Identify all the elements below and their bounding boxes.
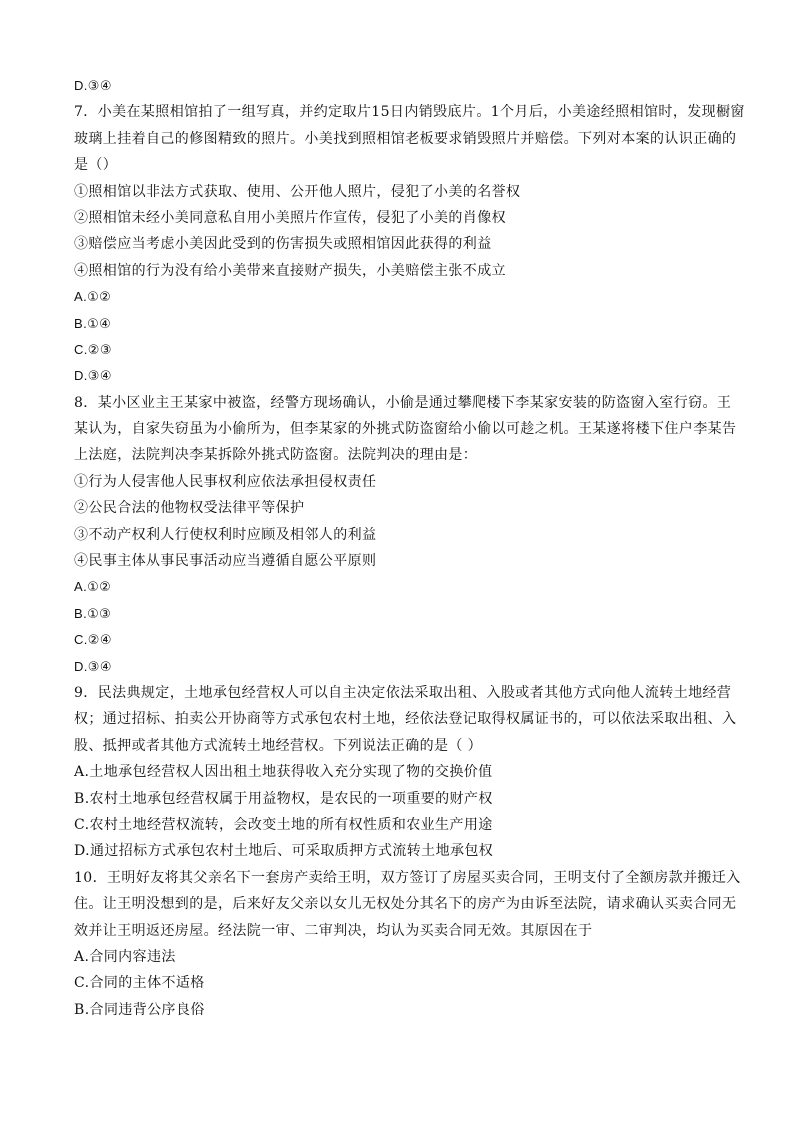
document-page — [74, 76, 745, 1026]
q7-statement-3: ③赔偿应当考虑小美因此受到的伤害损失或照相馆因此获得的利益 — [74, 236, 492, 253]
q8-stem-line-2: 某认为，自家失窃虽为小偷所为，但李某家的外挑式防盗窗给小偷以可趁之机。王某遂将楼下住户李某告 — [74, 421, 737, 438]
q8-option-a: A.①② — [74, 579, 112, 595]
q7-stem-line-2: 玻璃上挂着自己的修图精致的照片。小美找到照相馆老板要求销毁照片并赔偿。下列对本案的认识正确的 — [74, 130, 737, 147]
q8-statement-1: ①行为人侵害他人民事权利应依法承担侵权责任 — [74, 473, 377, 490]
q8-option-d: D.③④ — [74, 658, 112, 674]
q7-statement-4: ④照相馆的行为没有给小美带来直接财产损失，小美赔偿主张不成立 — [74, 262, 506, 279]
q7-option-b: B.①④ — [74, 315, 112, 331]
q10-option-a: A.合同内容违法 — [74, 948, 176, 965]
q10-option-b: B.合同违背公序良俗 — [74, 1001, 205, 1018]
q10-stem-line-1: 10．王明好友将其父亲名下一套房产卖给王明，双方签订了房屋买卖合同，王明支付了全额房款并搬迁入 — [74, 869, 741, 886]
q10-stem-line-3: 效并让王明返还房屋。经法院一审、二审判决，均认为买卖合同无效。其原因在于 — [74, 922, 593, 939]
q9-option-d: D.通过招标方式承包农村土地后、可采取质押方式流转土地承包权 — [74, 843, 494, 860]
q7-statement-2: ②照相馆未经小美同意私自用小美照片作宣传，侵犯了小美的肖像权 — [74, 209, 506, 226]
q7-option-a: A.①② — [74, 289, 112, 305]
q7-option-d: D.③④ — [74, 368, 112, 384]
q6-option-d: D.③④ — [74, 78, 112, 93]
q10-option-c: C.合同的主体不适格 — [74, 975, 205, 992]
q7-stem-line-1: 7．小美在某照相馆拍了一组写真，并约定取片15日内销毁底片。1个月后，小美途经照相馆时，发现橱窗 — [74, 104, 745, 121]
q9-option-a: A.土地承包经营权人因出租土地获得收入充分实现了物的交换价值 — [74, 764, 493, 781]
q9-stem-line-3: 股、抵押或者其他方式流转土地经营权。下列说法正确的是（ ） — [74, 737, 483, 754]
q7-option-c: C.②③ — [74, 341, 112, 357]
q8-statement-4: ④民事主体从事民事活动应当遵循自愿公平原则 — [74, 553, 377, 570]
q7-statement-1: ①照相馆以非法方式获取、使用、公开他人照片，侵犯了小美的名誉权 — [74, 183, 521, 200]
q8-option-b: B.①③ — [74, 605, 112, 621]
q8-statement-2: ②公民合法的他物权受法律平等保护 — [74, 500, 305, 517]
q8-statement-3: ③不动产权利人行使权利时应顾及相邻人的利益 — [74, 526, 377, 543]
q9-option-c: C.农村土地经营权流转，会改变土地的所有权性质和农业生产用途 — [74, 816, 493, 833]
q8-stem-line-3: 上法庭，法院判决李某拆除外挑式防盗窗。法院判决的理由是： — [74, 447, 478, 464]
q10-stem-line-2: 住。让王明没想到的是，后来好友父亲以女儿无权处分其名下的房产为由诉至法院，请求确认买卖合同无 — [74, 896, 737, 913]
q8-option-c: C.②④ — [74, 632, 112, 648]
q9-stem-line-1: 9．民法典规定，土地承包经营权人可以自主决定依法采取出租、入股或者其他方式向他人流转土地经营 — [74, 684, 732, 701]
q9-stem-line-2: 权；通过招标、拍卖公开协商等方式承包农村土地，经依法登记取得权属证书的，可以依法采取出租、入 — [74, 711, 737, 728]
q8-stem-line-1: 8．某小区业主王某家中被盗，经警方现场确认，小偷是通过攀爬楼下李某家安装的防盗窗入室行窃。王 — [74, 394, 732, 411]
q9-option-b: B.农村土地承包经营权属于用益物权，是农民的一项重要的财产权 — [74, 790, 493, 807]
q7-stem-line-3: 是（） — [74, 157, 118, 174]
